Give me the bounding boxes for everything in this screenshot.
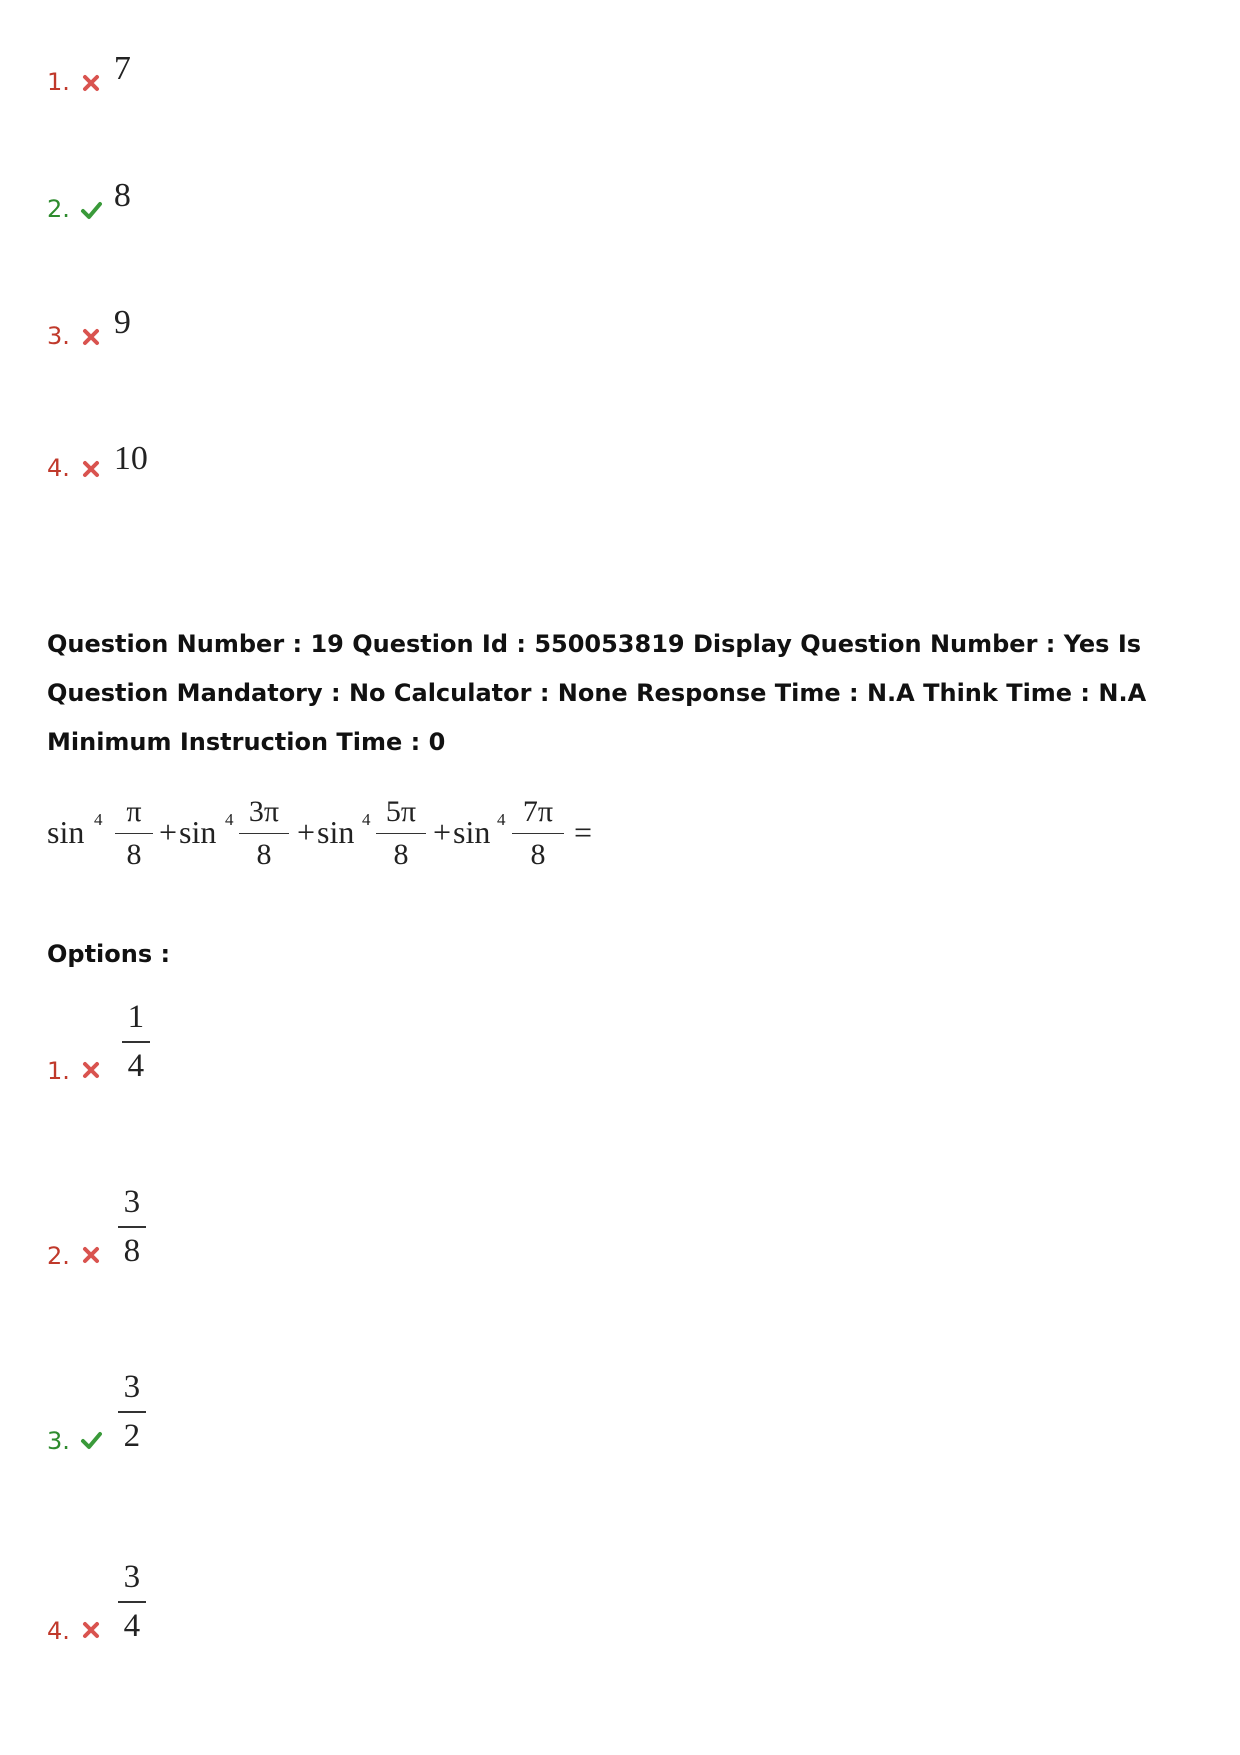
question-meta: Question Number : 19 Question Id : 550053819 Display Question Number : Yes Is Question Mandatory : No Calculator : None Response Time : N.A Think Time : N.A Minimum Instruction Time : 0 [47,630,1147,756]
fraction-denominator: 4 [127,1047,145,1084]
cross-icon [80,326,102,348]
equation-fn: sin [317,814,355,850]
cross-icon [80,1244,102,1266]
fraction-numerator: 3 [123,1369,141,1405]
option-fraction [122,1000,150,1083]
prev-option-3 [47,304,131,350]
cross-icon [80,72,102,94]
option-4 [47,1559,146,1646]
option-number: 1. [47,1057,70,1086]
prev-option-4 [47,440,148,482]
prev-option-1 [47,50,131,96]
option-number: 3. [47,322,70,350]
fraction-bar [239,833,289,834]
option-number: 4. [47,1617,70,1646]
option-2 [47,1184,146,1271]
fraction-denominator: 4 [123,1607,141,1644]
fraction-denominator: 8 [123,1232,141,1269]
equation-fn: sin [453,814,491,850]
fraction-bar [376,833,426,834]
cross-icon [80,458,102,480]
equation-power: 4 [497,810,506,829]
fraction-bar [115,833,153,834]
option-number: 3. [47,1427,70,1456]
cross-icon [80,1059,102,1081]
option-value: 9 [113,304,131,341]
check-icon [80,1429,102,1451]
equation-operator: + [297,814,316,850]
fraction-denominator: 8 [256,837,272,871]
fraction-numerator: 3 [123,1559,141,1595]
fraction-numerator: π [126,795,142,828]
equation-fraction [512,796,564,870]
equation-fraction [376,796,426,870]
fraction-numerator: 5π [385,795,417,828]
equation-power: 4 [94,810,103,829]
fraction-bar [118,1226,146,1228]
option-number: 2. [47,1242,70,1271]
option-fraction [118,1370,146,1453]
prev-option-2 [47,177,131,223]
option-value: 7 [113,50,131,87]
fraction-numerator: 7π [522,795,554,828]
fraction-bar [118,1411,146,1413]
option-fraction [118,1560,146,1643]
equation-fraction [239,796,289,870]
option-3 [47,1369,146,1456]
check-icon [80,199,102,221]
fraction-numerator: 3 [123,1184,141,1220]
equation-fn: sin [179,814,217,850]
fraction-denominator: 2 [123,1417,141,1454]
option-number: 4. [47,454,70,482]
fraction-bar [512,833,564,834]
equation-operator: + [159,814,178,850]
equation-fn: sin [47,814,85,850]
fraction-denominator: 8 [393,837,409,871]
option-value: 10 [113,440,148,477]
equation-power: 4 [362,810,371,829]
fraction-denominator: 8 [126,837,142,871]
equation-power: 4 [225,810,234,829]
equation-operator: = [574,814,593,850]
option-value: 8 [113,177,131,214]
fraction-denominator: 8 [530,837,546,871]
option-1 [47,999,150,1086]
fraction-bar [118,1601,146,1603]
option-number: 1. [47,68,70,96]
equation-fraction [115,796,153,870]
option-number: 2. [47,195,70,223]
fraction-bar [122,1041,150,1043]
cross-icon [80,1619,102,1641]
fraction-numerator: 1 [127,999,145,1035]
options-label: Options : [47,940,171,968]
option-fraction [118,1185,146,1268]
fraction-numerator: 3π [248,795,280,828]
equation-operator: + [433,814,452,850]
